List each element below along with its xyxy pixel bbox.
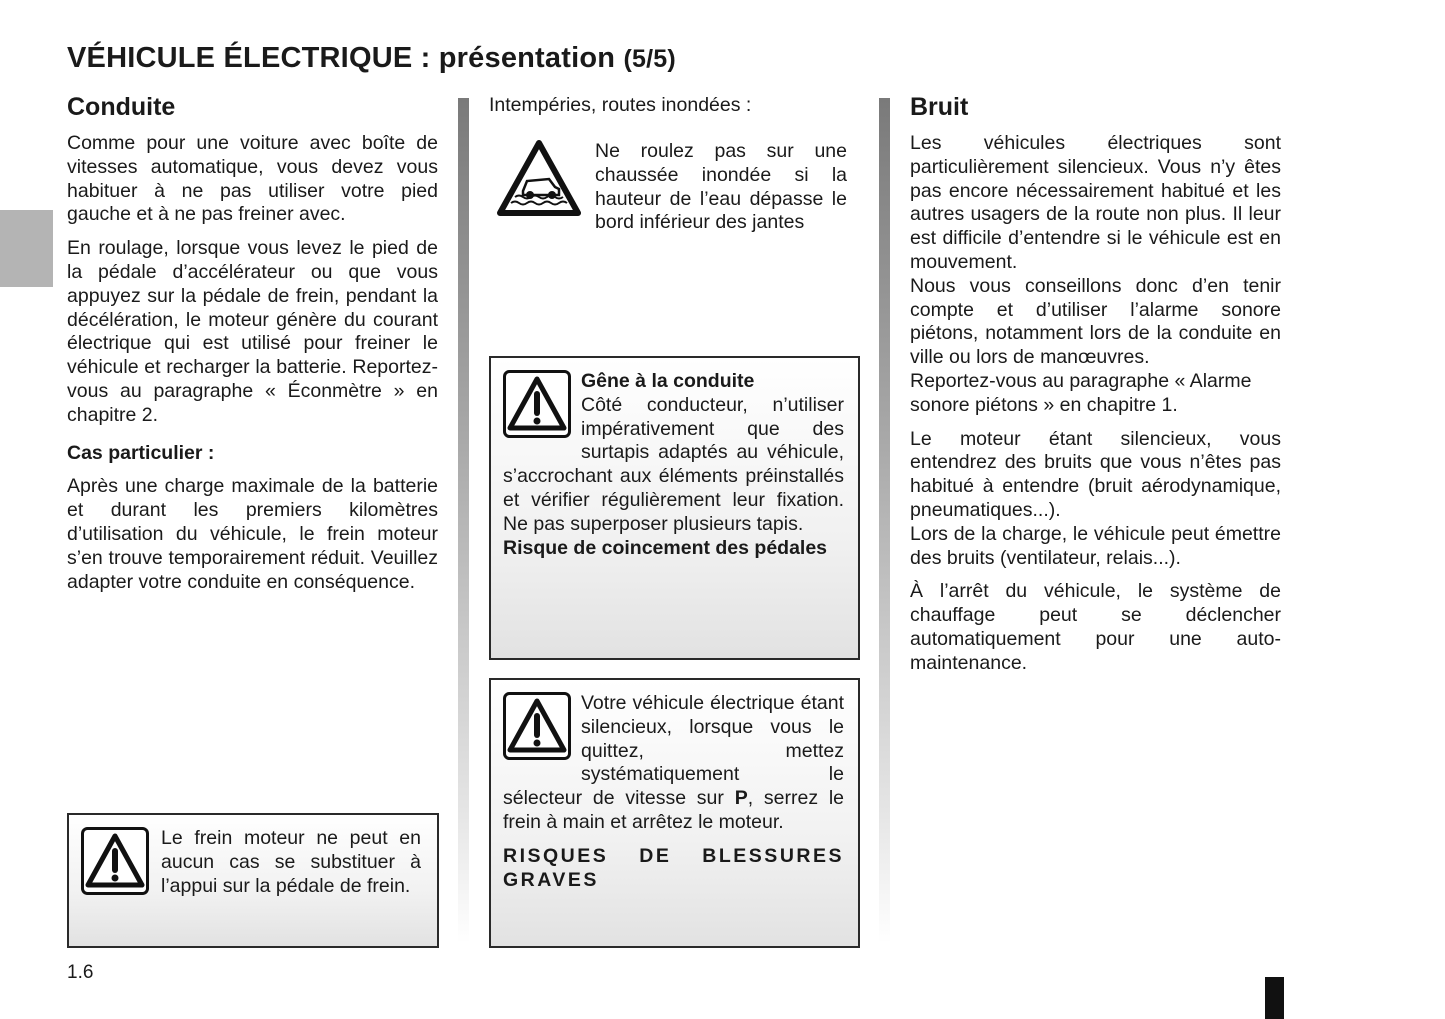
left-paragraph-1: Comme pour une voiture avec boîte de vitesses automatique, vous devez vous habituer à ne pas utiliser votre pied gauche et à ne pas freiner avec. bbox=[67, 132, 438, 226]
page-title-suffix: (5/5) bbox=[623, 45, 676, 73]
conduite-heading: Conduite bbox=[67, 93, 176, 121]
warning-box-engine-brake bbox=[67, 813, 439, 948]
chapter-tab bbox=[0, 210, 53, 287]
left-paragraph-3: Après une charge maximale de la batterie et durant les premiers kilomètres d’utilisation du véhicule, le frein moteur s’en trouve temporairement réduit. Veuillez adapter votre conduite en conséquence. bbox=[67, 475, 438, 593]
warning-box-floor-mats bbox=[489, 356, 860, 660]
column-divider-right bbox=[879, 98, 890, 943]
page-title bbox=[67, 42, 676, 75]
flooded-road-icon bbox=[497, 139, 581, 219]
right-paragraph-1: Les véhicules électriques sont particulièrement silencieux. Vous n’y êtes pas encore nécessairement habitué et les autres usagers de la route non plus. Il leur est difficile d’entendre si le véhicule est en mouvement. bbox=[910, 132, 1281, 273]
warning-engine-brake-text: Le frein moteur ne peut en aucun cas se substituer à l’appui sur la pédale de frein. bbox=[161, 827, 421, 897]
right-paragraph-2: Nous vous conseillons donc d’en tenir compte et d’utiliser l’alarme sonore piétons, notamment lors de la conduite en ville ou lors de manœuvres. bbox=[910, 274, 1281, 369]
floor-mats-title: Gêne à la conduite bbox=[581, 370, 755, 392]
flooded-road-text: Ne roulez pas sur une chaussée inondée si la hauteur de l’eau dépasse le bord inférieur des jantes bbox=[595, 140, 847, 234]
warning-triangle-icon bbox=[81, 827, 149, 895]
weather-intro: Intempéries, routes inondées : bbox=[489, 94, 752, 116]
parking-gear-p: P bbox=[734, 787, 748, 810]
parking-text-a: Votre véhicule électrique étant silencieux, lorsque vous le quittez, mettez systématiquement le sélecteur de vitesse sur bbox=[503, 692, 844, 810]
flooded-road-text-block bbox=[595, 140, 847, 245]
cas-particulier-heading: Cas particulier : bbox=[67, 441, 215, 464]
parking-risk: RISQUES DE BLESSURES GRAVES bbox=[503, 844, 844, 891]
column-divider-left bbox=[458, 98, 469, 943]
warning-box-parking bbox=[489, 678, 860, 948]
right-paragraph-3: Reportez-vous au paragraphe « Alarme sonore piétons » en chapitre 1. bbox=[910, 369, 1252, 416]
left-paragraph-2: En roulage, lorsque vous levez le pied de la pédale d’accélérateur ou que vous appuyez sur la pédale de frein, pendant la décélération, le moteur génère du courant électrique qui est utilisé pour freiner le véhicule et recharger la batterie. Reportez-vous au paragraphe « Éconmètre » en chapitre 2. bbox=[67, 237, 438, 426]
warning-triangle-icon bbox=[503, 692, 571, 760]
floor-mats-text: Côté conducteur, n’utiliser impérativement que des surtapis adaptés au véhicule, s’accrochant aux éléments préinstallés et vérifier régulièrement leur fixation. Ne pas superposer plusieurs tapis. bbox=[503, 393, 844, 535]
page-number: 1.6 bbox=[67, 962, 94, 983]
floor-mats-risk: Risque de coincement des pédales bbox=[503, 536, 828, 559]
warning-triangle-icon bbox=[503, 370, 571, 438]
page-title-main: VÉHICULE ÉLECTRIQUE : présentation bbox=[67, 42, 616, 74]
right-paragraph-5: Lors de la charge, le véhicule peut émettre des bruits (ventilateur, relais...). bbox=[910, 522, 1281, 569]
left-column bbox=[67, 132, 438, 604]
right-paragraph-6: À l’arrêt du véhicule, le système de chauffage peut se déclencher automatiquement pour une auto-maintenance. bbox=[910, 580, 1281, 674]
right-paragraph-4: Le moteur étant silencieux, vous entendrez des bruits que vous n’êtes pas habitué à entendre (bruit aérodynamique, pneumatiques...). bbox=[910, 427, 1281, 521]
edge-marker bbox=[1265, 977, 1284, 1019]
parking-text-b: , serrez le frein à main et arrêtez le moteur. bbox=[503, 787, 845, 833]
bruit-heading: Bruit bbox=[910, 93, 969, 121]
right-column bbox=[910, 132, 1281, 686]
